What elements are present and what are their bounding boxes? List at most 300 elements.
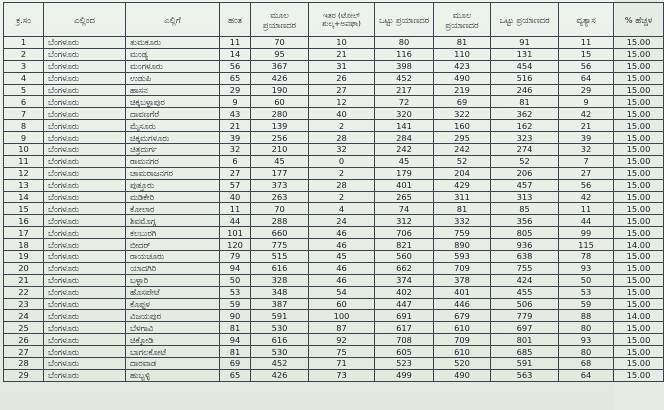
cell-to: ಮಂಡ್ಯ: [126, 48, 220, 60]
cell-revised-base-fare: 490: [434, 369, 491, 381]
cell-difference: 93: [559, 334, 614, 346]
cell-from: ಬೆಂಗಳೂರು: [44, 310, 126, 322]
cell-difference: 42: [559, 108, 614, 120]
cell-total-fare: 320: [375, 108, 434, 120]
cell-total-fare: 398: [375, 60, 434, 72]
cell-base-fare: 530: [251, 346, 309, 358]
cell-to: ಮಡಿಕೇರಿ: [126, 191, 220, 203]
table-row: [4, 310, 664, 322]
cell-sno: 14: [4, 191, 44, 203]
cell-from: ಬೆಂಗಳೂರು: [44, 286, 126, 298]
cell-to: ಮಂಗಳೂರು: [126, 60, 220, 72]
cell-to: ಬಳ್ಳಾರಿ: [126, 274, 220, 286]
cell-revised-base-fare: 204: [434, 167, 491, 179]
cell-total-fare: 45: [375, 155, 434, 167]
cell-other-charges: 32: [309, 144, 375, 156]
table-row: [4, 346, 664, 358]
cell-percent-increase: 15.00: [614, 358, 664, 370]
cell-to: ಚಿಕ್ಕಬಳ್ಳಾಪುರ: [126, 96, 220, 108]
cell-stage: 56: [220, 60, 251, 72]
cell-percent-increase: 15.00: [614, 334, 664, 346]
cell-base-fare: 348: [251, 286, 309, 298]
cell-other-charges: 27: [309, 84, 375, 96]
table-row: [4, 215, 664, 227]
cell-revised-total-fare: 162: [491, 120, 559, 132]
cell-percent-increase: 15.00: [614, 96, 664, 108]
cell-total-fare: 499: [375, 369, 434, 381]
cell-to: ಬೀದರ್: [126, 239, 220, 251]
cell-stage: 79: [220, 251, 251, 263]
table-row: [4, 322, 664, 334]
cell-from: ಬೆಂಗಳೂರು: [44, 60, 126, 72]
cell-total-fare: 523: [375, 358, 434, 370]
cell-to: ಹೊಸಪೇಟೆ: [126, 286, 220, 298]
cell-sno: 29: [4, 369, 44, 381]
cell-revised-total-fare: 516: [491, 72, 559, 84]
table-row: [4, 227, 664, 239]
cell-difference: 59: [559, 298, 614, 310]
table-row: [4, 203, 664, 215]
cell-total-fare: 560: [375, 251, 434, 263]
cell-difference: 88: [559, 310, 614, 322]
cell-difference: 80: [559, 346, 614, 358]
cell-revised-total-fare: 206: [491, 167, 559, 179]
cell-stage: 57: [220, 179, 251, 191]
cell-sno: 23: [4, 298, 44, 310]
cell-percent-increase: 15.00: [614, 227, 664, 239]
cell-difference: 32: [559, 144, 614, 156]
cell-other-charges: 92: [309, 334, 375, 346]
cell-revised-total-fare: 506: [491, 298, 559, 310]
cell-total-fare: 72: [375, 96, 434, 108]
cell-sno: 16: [4, 215, 44, 227]
cell-sno: 4: [4, 72, 44, 84]
cell-stage: 6: [220, 155, 251, 167]
table-row: [4, 334, 664, 346]
cell-difference: 99: [559, 227, 614, 239]
table-row: [4, 262, 664, 274]
cell-revised-total-fare: 563: [491, 369, 559, 381]
cell-other-charges: 46: [309, 239, 375, 251]
cell-percent-increase: 15.00: [614, 72, 664, 84]
cell-from: ಬೆಂಗಳೂರು: [44, 120, 126, 132]
cell-percent-increase: 15.00: [614, 108, 664, 120]
cell-percent-increase: 15.00: [614, 48, 664, 60]
cell-other-charges: 28: [309, 132, 375, 144]
cell-revised-total-fare: 81: [491, 96, 559, 108]
cell-percent-increase: 15.00: [614, 132, 664, 144]
cell-stage: 59: [220, 298, 251, 310]
cell-difference: 44: [559, 215, 614, 227]
cell-revised-total-fare: 936: [491, 239, 559, 251]
cell-to: ಯಾದಗಿರಿ: [126, 262, 220, 274]
table-row: [4, 132, 664, 144]
cell-revised-total-fare: 356: [491, 215, 559, 227]
cell-total-fare: 74: [375, 203, 434, 215]
cell-sno: 20: [4, 262, 44, 274]
cell-to: ಹಾಸನ: [126, 84, 220, 96]
cell-base-fare: 70: [251, 203, 309, 215]
cell-other-charges: 87: [309, 322, 375, 334]
cell-difference: 56: [559, 60, 614, 72]
cell-revised-base-fare: 81: [434, 37, 491, 49]
cell-stage: 101: [220, 227, 251, 239]
cell-other-charges: 31: [309, 60, 375, 72]
cell-sno: 17: [4, 227, 44, 239]
cell-from: ಬೆಂಗಳೂರು: [44, 203, 126, 215]
cell-from: ಬೆಂಗಳೂರು: [44, 144, 126, 156]
header-revised-base-fare: ಮೂಲ ಪ್ರಯಾಣದರ: [434, 3, 491, 37]
header-revised-total-fare: ಒಟ್ಟು ಪ್ರಯಾಣದರ: [491, 3, 559, 37]
table-row: [4, 251, 664, 263]
header-other-charges: ಇತರ (ಟೋಲ್ ಶುಲ್ಕ+ಅಪಘಾ): [309, 3, 375, 37]
cell-to: ಚಾಮರಾಜನಗರ: [126, 167, 220, 179]
cell-other-charges: 46: [309, 227, 375, 239]
cell-other-charges: 40: [309, 108, 375, 120]
cell-other-charges: 28: [309, 179, 375, 191]
cell-revised-base-fare: 322: [434, 108, 491, 120]
header-percent-increase: % ಹೆಚ್ಚಳ: [614, 3, 664, 37]
cell-difference: 42: [559, 191, 614, 203]
table-row: [4, 179, 664, 191]
cell-revised-base-fare: 401: [434, 286, 491, 298]
fare-table: [3, 2, 664, 382]
cell-percent-increase: 15.00: [614, 120, 664, 132]
cell-stage: 94: [220, 262, 251, 274]
cell-from: ಬೆಂಗಳೂರು: [44, 72, 126, 84]
cell-from: ಬೆಂಗಳೂರು: [44, 84, 126, 96]
cell-revised-base-fare: 759: [434, 227, 491, 239]
cell-percent-increase: 15.00: [614, 322, 664, 334]
cell-difference: 29: [559, 84, 614, 96]
cell-difference: 50: [559, 274, 614, 286]
cell-to: ದಾರವಾಡ: [126, 358, 220, 370]
cell-revised-base-fare: 311: [434, 191, 491, 203]
cell-percent-increase: 15.00: [614, 167, 664, 179]
cell-base-fare: 177: [251, 167, 309, 179]
cell-from: ಬೆಂಗಳೂರು: [44, 358, 126, 370]
cell-percent-increase: 15.00: [614, 298, 664, 310]
cell-percent-increase: 15.00: [614, 144, 664, 156]
cell-base-fare: 426: [251, 369, 309, 381]
cell-total-fare: 452: [375, 72, 434, 84]
table-row: [4, 96, 664, 108]
cell-base-fare: 530: [251, 322, 309, 334]
cell-difference: 21: [559, 120, 614, 132]
cell-difference: 68: [559, 358, 614, 370]
cell-percent-increase: 14.00: [614, 310, 664, 322]
cell-revised-total-fare: 274: [491, 144, 559, 156]
cell-revised-total-fare: 52: [491, 155, 559, 167]
cell-sno: 10: [4, 144, 44, 156]
cell-to: ಬಾಗಲಕೋಟೆ: [126, 346, 220, 358]
cell-revised-total-fare: 457: [491, 179, 559, 191]
cell-revised-total-fare: 362: [491, 108, 559, 120]
header-sno: ಕ್ರ.ಸಂ: [4, 3, 44, 37]
cell-from: ಬೆಂಗಳೂರು: [44, 108, 126, 120]
cell-percent-increase: 15.00: [614, 179, 664, 191]
header-to: ಎಲ್ಲಿಗೆ: [126, 3, 220, 37]
cell-from: ಬೆಂಗಳೂರು: [44, 322, 126, 334]
table-row: [4, 155, 664, 167]
cell-total-fare: 821: [375, 239, 434, 251]
cell-other-charges: 73: [309, 369, 375, 381]
cell-from: ಬೆಂಗಳೂರು: [44, 346, 126, 358]
cell-revised-base-fare: 69: [434, 96, 491, 108]
cell-from: ಬೆಂಗಳೂರು: [44, 96, 126, 108]
table-row: [4, 286, 664, 298]
cell-from: ಬೆಂಗಳೂರು: [44, 167, 126, 179]
cell-sno: 26: [4, 334, 44, 346]
cell-revised-base-fare: 242: [434, 144, 491, 156]
table-row: [4, 274, 664, 286]
cell-stage: 14: [220, 48, 251, 60]
cell-sno: 18: [4, 239, 44, 251]
cell-sno: 25: [4, 322, 44, 334]
cell-revised-total-fare: 454: [491, 60, 559, 72]
cell-revised-base-fare: 679: [434, 310, 491, 322]
cell-stage: 44: [220, 215, 251, 227]
cell-other-charges: 2: [309, 191, 375, 203]
cell-stage: 29: [220, 84, 251, 96]
cell-revised-total-fare: 323: [491, 132, 559, 144]
cell-total-fare: 402: [375, 286, 434, 298]
cell-percent-increase: 15.00: [614, 369, 664, 381]
cell-sno: 8: [4, 120, 44, 132]
cell-sno: 11: [4, 155, 44, 167]
cell-difference: 39: [559, 132, 614, 144]
cell-other-charges: 4: [309, 203, 375, 215]
cell-total-fare: 217: [375, 84, 434, 96]
cell-stage: 81: [220, 346, 251, 358]
cell-total-fare: 374: [375, 274, 434, 286]
cell-sno: 22: [4, 286, 44, 298]
cell-stage: 9: [220, 96, 251, 108]
cell-total-fare: 80: [375, 37, 434, 49]
cell-to: ಪುತ್ತೂರು: [126, 179, 220, 191]
cell-other-charges: 75: [309, 346, 375, 358]
cell-from: ಬೆಂಗಳೂರು: [44, 179, 126, 191]
cell-base-fare: 367: [251, 60, 309, 72]
cell-base-fare: 139: [251, 120, 309, 132]
cell-stage: 65: [220, 369, 251, 381]
table-row: [4, 108, 664, 120]
cell-revised-total-fare: 455: [491, 286, 559, 298]
cell-to: ಕಲಬುರಗಿ: [126, 227, 220, 239]
cell-percent-increase: 15.00: [614, 251, 664, 263]
cell-total-fare: 401: [375, 179, 434, 191]
cell-stage: 50: [220, 274, 251, 286]
cell-from: ಬೆಂಗಳೂರು: [44, 155, 126, 167]
cell-revised-base-fare: 610: [434, 322, 491, 334]
cell-revised-total-fare: 85: [491, 203, 559, 215]
cell-stage: 21: [220, 120, 251, 132]
cell-stage: 11: [220, 203, 251, 215]
cell-base-fare: 387: [251, 298, 309, 310]
table-row: [4, 48, 664, 60]
cell-to: ಚಿತ್ರದುರ್ಗ: [126, 144, 220, 156]
cell-from: ಬೆಂಗಳೂರು: [44, 132, 126, 144]
cell-difference: 78: [559, 251, 614, 263]
cell-percent-increase: 15.00: [614, 274, 664, 286]
cell-revised-base-fare: 709: [434, 334, 491, 346]
cell-total-fare: 141: [375, 120, 434, 132]
cell-percent-increase: 15.00: [614, 37, 664, 49]
cell-difference: 64: [559, 369, 614, 381]
cell-other-charges: 45: [309, 251, 375, 263]
cell-base-fare: 328: [251, 274, 309, 286]
cell-base-fare: 60: [251, 96, 309, 108]
cell-other-charges: 26: [309, 72, 375, 84]
header-base-fare: ಮೂಲ ಪ್ರಯಾಣದರ: [251, 3, 309, 37]
cell-from: ಬೆಂಗಳೂರು: [44, 48, 126, 60]
table-row: [4, 120, 664, 132]
cell-stage: 81: [220, 322, 251, 334]
cell-base-fare: 515: [251, 251, 309, 263]
cell-sno: 12: [4, 167, 44, 179]
cell-revised-base-fare: 490: [434, 72, 491, 84]
cell-revised-total-fare: 591: [491, 358, 559, 370]
cell-base-fare: 45: [251, 155, 309, 167]
cell-total-fare: 617: [375, 322, 434, 334]
cell-difference: 80: [559, 322, 614, 334]
cell-stage: 39: [220, 132, 251, 144]
cell-sno: 3: [4, 60, 44, 72]
cell-difference: 56: [559, 179, 614, 191]
cell-revised-base-fare: 446: [434, 298, 491, 310]
cell-sno: 27: [4, 346, 44, 358]
cell-revised-base-fare: 423: [434, 60, 491, 72]
cell-difference: 115: [559, 239, 614, 251]
cell-from: ಬೆಂಗಳೂರು: [44, 274, 126, 286]
cell-from: ಬೆಂಗಳೂರು: [44, 334, 126, 346]
cell-other-charges: 71: [309, 358, 375, 370]
cell-revised-base-fare: 219: [434, 84, 491, 96]
cell-revised-total-fare: 779: [491, 310, 559, 322]
cell-total-fare: 691: [375, 310, 434, 322]
cell-to: ದಾವಣಗೆರೆ: [126, 108, 220, 120]
cell-other-charges: 12: [309, 96, 375, 108]
cell-base-fare: 426: [251, 72, 309, 84]
cell-total-fare: 116: [375, 48, 434, 60]
cell-total-fare: 708: [375, 334, 434, 346]
cell-stage: 40: [220, 191, 251, 203]
cell-revised-base-fare: 520: [434, 358, 491, 370]
cell-difference: 11: [559, 37, 614, 49]
cell-sno: 28: [4, 358, 44, 370]
cell-from: ಬೆಂಗಳೂರು: [44, 262, 126, 274]
table-row: [4, 60, 664, 72]
cell-sno: 13: [4, 179, 44, 191]
cell-revised-total-fare: 697: [491, 322, 559, 334]
cell-base-fare: 616: [251, 334, 309, 346]
cell-difference: 53: [559, 286, 614, 298]
table-row: [4, 369, 664, 381]
cell-percent-increase: 14.00: [614, 239, 664, 251]
cell-to: ರಾಯಚೂರು: [126, 251, 220, 263]
table-row: [4, 191, 664, 203]
header-stage: ಹಂತ: [220, 3, 251, 37]
cell-total-fare: 242: [375, 144, 434, 156]
cell-percent-increase: 15.00: [614, 191, 664, 203]
cell-to: ಚಿಕ್ಕೋಡಿ: [126, 334, 220, 346]
cell-revised-base-fare: 890: [434, 239, 491, 251]
cell-percent-increase: 15.00: [614, 84, 664, 96]
cell-other-charges: 54: [309, 286, 375, 298]
cell-base-fare: 452: [251, 358, 309, 370]
cell-revised-base-fare: 610: [434, 346, 491, 358]
cell-total-fare: 662: [375, 262, 434, 274]
cell-other-charges: 2: [309, 167, 375, 179]
cell-stage: 94: [220, 334, 251, 346]
cell-other-charges: 2: [309, 120, 375, 132]
cell-base-fare: 190: [251, 84, 309, 96]
cell-sno: 6: [4, 96, 44, 108]
cell-total-fare: 179: [375, 167, 434, 179]
cell-from: ಬೆಂಗಳೂರು: [44, 215, 126, 227]
cell-base-fare: 616: [251, 262, 309, 274]
cell-revised-base-fare: 295: [434, 132, 491, 144]
cell-difference: 27: [559, 167, 614, 179]
cell-revised-base-fare: 378: [434, 274, 491, 286]
cell-base-fare: 263: [251, 191, 309, 203]
table-row: [4, 72, 664, 84]
cell-percent-increase: 15.00: [614, 60, 664, 72]
cell-other-charges: 100: [309, 310, 375, 322]
cell-other-charges: 60: [309, 298, 375, 310]
cell-stage: 43: [220, 108, 251, 120]
cell-other-charges: 46: [309, 262, 375, 274]
cell-revised-total-fare: 131: [491, 48, 559, 60]
cell-stage: 69: [220, 358, 251, 370]
header-total-fare: ಒಟ್ಟು ಪ್ರಯಾಣದರ: [375, 3, 434, 37]
cell-difference: 9: [559, 96, 614, 108]
cell-revised-base-fare: 332: [434, 215, 491, 227]
cell-base-fare: 775: [251, 239, 309, 251]
cell-from: ಬೆಂಗಳೂರು: [44, 227, 126, 239]
cell-from: ಬೆಂಗಳೂರು: [44, 298, 126, 310]
cell-other-charges: 21: [309, 48, 375, 60]
cell-total-fare: 312: [375, 215, 434, 227]
cell-revised-base-fare: 593: [434, 251, 491, 263]
cell-difference: 64: [559, 72, 614, 84]
cell-to: ರಾಮನಗರ: [126, 155, 220, 167]
cell-to: ಶಿವಮೊಗ್ಗ: [126, 215, 220, 227]
cell-total-fare: 284: [375, 132, 434, 144]
cell-revised-base-fare: 52: [434, 155, 491, 167]
cell-revised-total-fare: 246: [491, 84, 559, 96]
cell-to: ಚಿಕ್ಕಮಗಳೂರು: [126, 132, 220, 144]
cell-sno: 24: [4, 310, 44, 322]
cell-revised-base-fare: 81: [434, 203, 491, 215]
table-row: [4, 144, 664, 156]
cell-sno: 7: [4, 108, 44, 120]
cell-revised-total-fare: 424: [491, 274, 559, 286]
cell-sno: 21: [4, 274, 44, 286]
cell-base-fare: 95: [251, 48, 309, 60]
cell-revised-total-fare: 91: [491, 37, 559, 49]
cell-sno: 15: [4, 203, 44, 215]
cell-revised-base-fare: 160: [434, 120, 491, 132]
cell-to: ಕೋಲಾರ: [126, 203, 220, 215]
cell-percent-increase: 15.00: [614, 262, 664, 274]
cell-from: ಬೆಂಗಳೂರು: [44, 191, 126, 203]
cell-base-fare: 591: [251, 310, 309, 322]
cell-base-fare: 373: [251, 179, 309, 191]
header-difference: ವ್ಯತ್ಯಾಸ: [559, 3, 614, 37]
cell-difference: 93: [559, 262, 614, 274]
cell-other-charges: 0: [309, 155, 375, 167]
